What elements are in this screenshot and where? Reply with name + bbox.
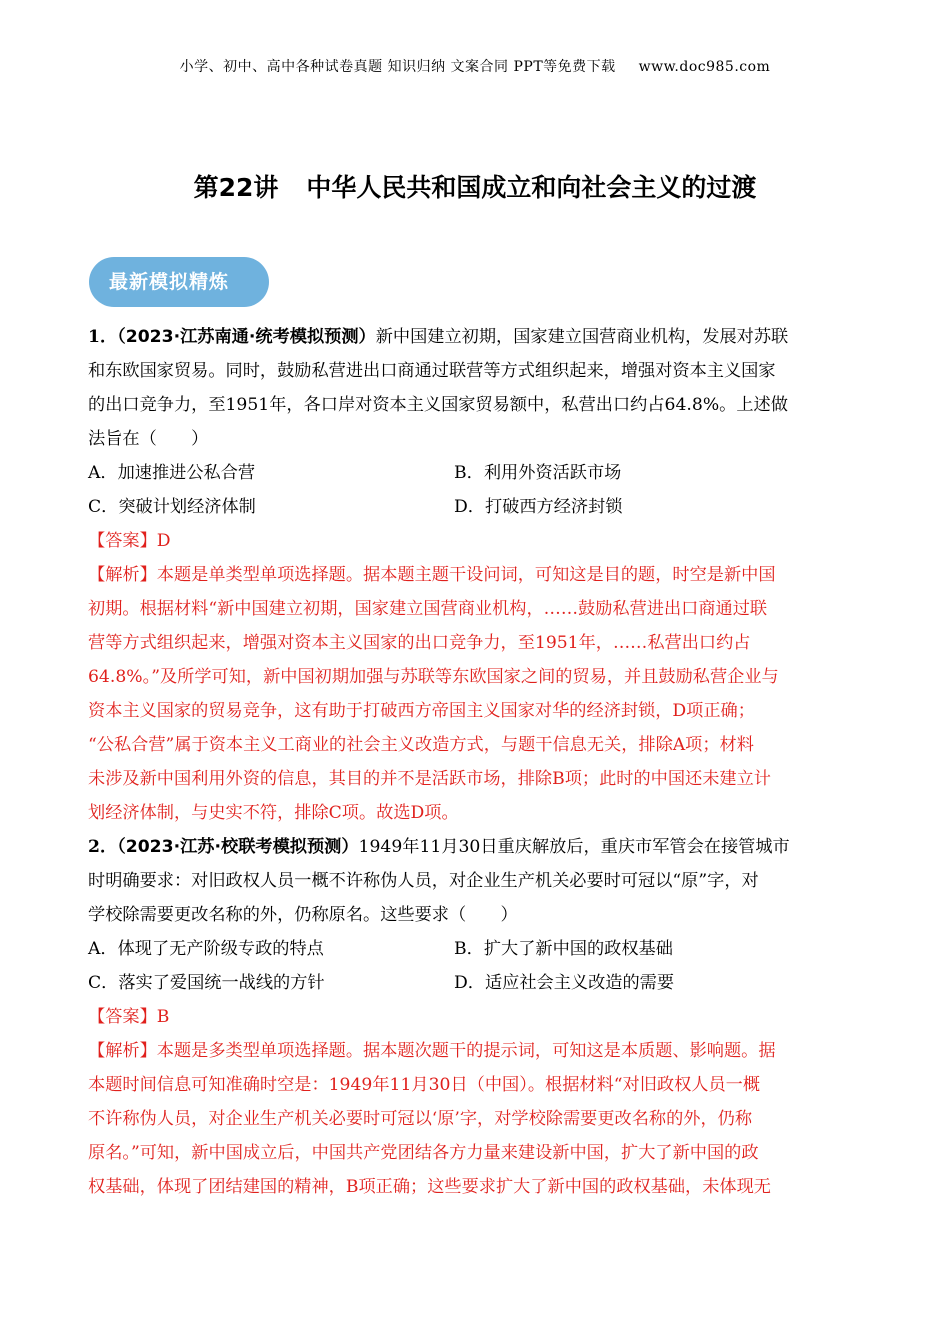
analysis-line: 营等方式组织起来，增强对资本主义国家的出口竞争力，至1951年，……私营出口约占 xyxy=(88,633,751,653)
analysis-line: 未涉及新中国利用外资的信息，其目的并不是活跃市场，排除B项；此时的中国还未建立计 xyxy=(88,769,771,789)
stem-text: 新中国建立初期，国家建立国营商业机构，发展对苏联 xyxy=(375,327,789,347)
section-badge: 最新模拟精炼 xyxy=(89,257,269,307)
question-stem-line: 学校除需要更改名称的外，仍称原名。这些要求（ ） xyxy=(88,905,518,925)
option-b: B．扩大了新中国的政权基础 xyxy=(454,939,673,959)
header-site: www.doc985.com xyxy=(638,59,771,75)
analysis-line: 原名。”可知，新中国成立后，中国共产党团结各方力量来建设新中国，扩大了新中国的政 xyxy=(88,1143,759,1163)
options-row xyxy=(88,932,864,966)
option-d: D．打破西方经济封锁 xyxy=(454,497,623,517)
question-1 xyxy=(88,320,864,830)
options-row xyxy=(88,490,864,524)
option-c: C．突破计划经济体制 xyxy=(88,497,256,517)
analysis-line: 权基础，体现了团结建国的精神，B项正确；这些要求扩大了新中国的政权基础，未体现无 xyxy=(88,1177,771,1197)
page-header xyxy=(0,56,950,76)
answer: 【答案】B xyxy=(88,1007,170,1027)
analysis-line: 【解析】本题是多类型单项选择题。据本题次题干的提示词，可知这是本质题、影响题。据 xyxy=(88,1041,776,1061)
option-c: C．落实了爱国统一战线的方针 xyxy=(88,973,325,993)
lesson-topic: 中华人民共和国成立和向社会主义的过渡 xyxy=(306,173,757,202)
question-stem-line: 法旨在（ ） xyxy=(88,429,209,449)
question-stem-line xyxy=(88,830,864,864)
analysis-line: 划经济体制，与史实不符，排除C项。故选D项。 xyxy=(88,803,459,823)
option-b: B．利用外资活跃市场 xyxy=(454,463,622,483)
options-row xyxy=(88,456,864,490)
answer: 【答案】D xyxy=(88,531,171,551)
analysis-line: 不许称伪人员，对企业生产机关必要时可冠以‘原’字，对学校除需要更改名称的外，仍称 xyxy=(88,1109,753,1129)
analysis-line: 初期。根据材料“新中国建立初期，国家建立国营商业机构，……鼓励私营进出口商通过联 xyxy=(88,599,768,619)
page-title xyxy=(0,168,950,204)
question-source: （2023·江苏·校联考模拟预测） xyxy=(117,837,359,857)
analysis-line: 【解析】本题是单类型单项选择题。据本题主题干设问词，可知这是目的题，时空是新中国 xyxy=(88,565,776,585)
question-source: （2023·江苏南通·统考模拟预测） xyxy=(117,327,376,347)
question-stem-line: 的出口竞争力，至1951年，各口岸对资本主义国家贸易额中，私营出口约占64.8%。上述做 xyxy=(88,395,788,415)
question-number: 2． xyxy=(88,837,118,857)
question-stem-line: 和东欧国家贸易。同时，鼓励私营进出口商通过联营等方式组织起来，增强对资本主义国家 xyxy=(88,361,776,381)
option-a: A．加速推进公私合营 xyxy=(88,463,256,483)
question-2 xyxy=(88,830,864,1204)
options-row xyxy=(88,966,864,1000)
option-d: D．适应社会主义改造的需要 xyxy=(454,973,675,993)
analysis-line: 本题时间信息可知准确时空是：1949年11月30日（中国）。根据材料“对旧政权人员一概 xyxy=(88,1075,761,1095)
stem-text: 1949年11月30日重庆解放后，重庆市军管会在接管城市 xyxy=(358,837,790,857)
header-text: 小学、初中、高中各种试卷真题 知识归纳 文案合同 PPT等免费下载 xyxy=(179,59,616,75)
analysis-line: 64.8%。”及所学可知，新中国初期加强与苏联等东欧国家之间的贸易，并且鼓励私营企业与 xyxy=(88,667,779,687)
questions-content xyxy=(88,320,864,1204)
question-number: 1． xyxy=(88,327,118,347)
question-stem-line: 时明确要求：对旧政权人员一概不许称伪人员，对企业生产机关必要时可冠以“原”字，对 xyxy=(88,871,759,891)
question-stem-line xyxy=(88,320,864,354)
analysis-line: 资本主义国家的贸易竞争，这有助于打破西方帝国主义国家对华的经济封锁，D项正确； xyxy=(88,701,755,721)
option-a: A．体现了无产阶级专政的特点 xyxy=(88,939,324,959)
lesson-number: 第22讲 xyxy=(193,173,279,202)
analysis-line: “公私合营”属于资本主义工商业的社会主义改造方式，与题干信息无关，排除A项；材料 xyxy=(88,735,754,755)
